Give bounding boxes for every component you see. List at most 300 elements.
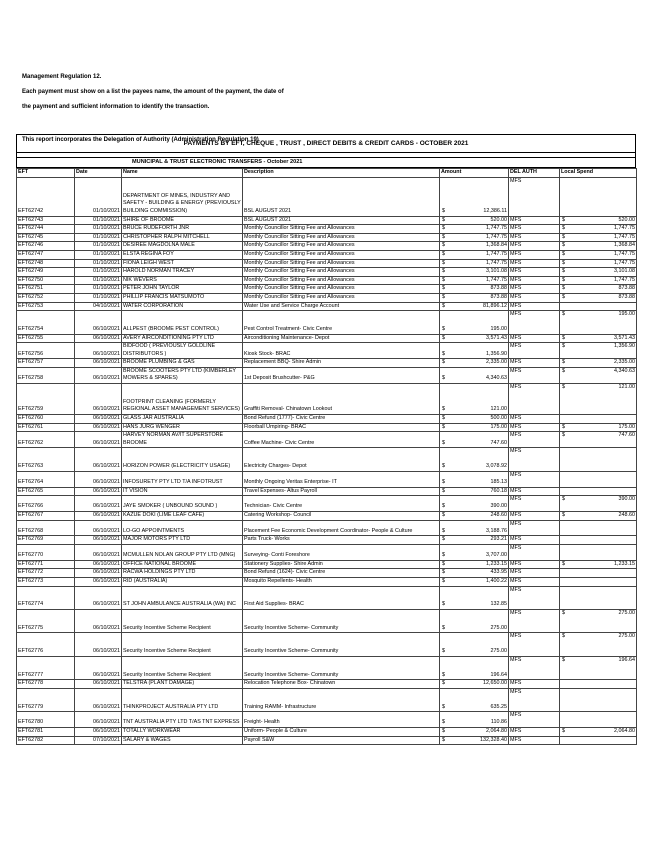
cell-name: AVERY AIRCONDITIONING PTY LTD <box>122 334 243 343</box>
report-title: PAYMENTS BY EFT, CHEQUE , TRUST , DIRECT DEBITS & CREDIT CARDS - OCTOBER 2021 <box>16 134 636 153</box>
currency-symbol: $ <box>442 569 445 576</box>
cell-local-spend <box>560 225 637 234</box>
cell-amount <box>440 276 509 285</box>
cell-date: 06/10/2021 <box>75 727 122 736</box>
cell-eft: EFT62768 <box>17 520 75 536</box>
notes-line-3: This report incorporates the Delegation of Authority (Administration Regulation 19) <box>22 137 259 143</box>
amount-value: 4,340.63 <box>486 375 507 382</box>
col-name: Name <box>122 169 243 178</box>
cell-eft: EFT62765 <box>17 487 75 496</box>
currency-symbol: $ <box>442 527 445 534</box>
local-spend-value: 1,747.75 <box>614 225 635 232</box>
currency-symbol: $ <box>442 293 445 300</box>
cell-eft: EFT62775 <box>17 609 75 632</box>
cell-eft: EFT62758 <box>17 367 75 383</box>
local-spend-value: 4,340.63 <box>614 367 635 374</box>
table-body <box>17 178 637 745</box>
payments-report <box>16 134 636 745</box>
currency-symbol: $ <box>442 648 445 655</box>
currency-symbol: $ <box>442 359 445 366</box>
cell-description: Placement Fee Economic Development Coordinator- People & Culture <box>243 520 440 536</box>
table-header-row <box>17 169 637 178</box>
amount-value: 390.00 <box>490 503 507 510</box>
cell-description: Monthly Councillor Sitting Fee and Allowances <box>243 225 440 234</box>
local-spend-value: 1,233.15 <box>614 560 635 567</box>
cell-date: 06/10/2021 <box>75 487 122 496</box>
cell-date: 06/10/2021 <box>75 343 122 359</box>
currency-symbol: $ <box>442 406 445 413</box>
cell-amount <box>440 415 509 424</box>
cell-eft: EFT62759 <box>17 384 75 415</box>
cell-date: 01/10/2021 <box>75 276 122 285</box>
cell-local-spend <box>560 415 637 424</box>
cell-date: 01/10/2021 <box>75 178 122 217</box>
cell-eft: EFT62782 <box>17 736 75 745</box>
cell-date: 06/10/2021 <box>75 656 122 679</box>
cell-local-spend <box>560 736 637 745</box>
cell-local-spend <box>560 712 637 728</box>
local-spend-value: 1,747.75 <box>614 250 635 257</box>
cell-name: RID (AUSTRALIA) <box>122 578 243 587</box>
currency-symbol: $ <box>442 302 445 309</box>
cell-description: Monthly Ongoing Veritas Enterprise- IT <box>243 471 440 487</box>
cell-local-spend <box>560 448 637 471</box>
cell-del-auth: MFS <box>509 586 560 609</box>
currency-symbol: $ <box>562 250 565 257</box>
cell-del-auth: MFS <box>509 334 560 343</box>
cell-name: BRUCE RUDEFORTH JNR <box>122 225 243 234</box>
cell-description: Graffiti Removal- Chinatown Lookout <box>243 384 440 415</box>
cell-description: Replacement BBQ- Shire Admin <box>243 359 440 368</box>
cell-name: NIK WEVERS <box>122 276 243 285</box>
cell-amount <box>440 367 509 383</box>
currency-symbol: $ <box>442 680 445 687</box>
cell-amount <box>440 343 509 359</box>
amount-value: 275.00 <box>490 648 507 655</box>
table-row <box>17 302 637 311</box>
table-row <box>17 727 637 736</box>
cell-date: 01/10/2021 <box>75 242 122 251</box>
cell-description: Monthly Councillor Sitting Fee and Allowances <box>243 268 440 277</box>
table-row <box>17 471 637 487</box>
cell-description: Technician- Civic Centre <box>243 496 440 512</box>
amount-value: 1,747.75 <box>486 225 507 232</box>
cell-del-auth: MFS <box>509 259 560 268</box>
cell-amount <box>440 250 509 259</box>
currency-symbol: $ <box>442 727 445 734</box>
cell-description: BSL AUGUST 2021 <box>243 216 440 225</box>
cell-eft: EFT62748 <box>17 259 75 268</box>
cell-eft: EFT62764 <box>17 471 75 487</box>
cell-del-auth: MFS <box>509 712 560 728</box>
amount-value: 1,747.75 <box>486 259 507 266</box>
cell-description: Security Incentive Scheme- Community <box>243 656 440 679</box>
cell-amount <box>440 680 509 689</box>
local-spend-value: 3,101.08 <box>614 268 635 275</box>
cell-amount <box>440 586 509 609</box>
currency-symbol: $ <box>562 656 565 663</box>
table-row <box>17 233 637 242</box>
cell-local-spend <box>560 578 637 587</box>
table-row <box>17 216 637 225</box>
cell-date: 06/10/2021 <box>75 384 122 415</box>
cell-name: ELSTA REGINA FOY <box>122 250 243 259</box>
table-row <box>17 259 637 268</box>
amount-value: 110.86 <box>490 719 507 726</box>
cell-name: TELSTRA (PLANT DAMAGE) <box>122 680 243 689</box>
cell-description: Airconditioning Maintenance- Depot <box>243 334 440 343</box>
cell-amount <box>440 512 509 521</box>
cell-name: TNT AUSTRALIA PTY LTD T/AS TNT EXPRESS <box>122 712 243 728</box>
cell-amount <box>440 242 509 251</box>
amount-value: 2,335.00 <box>486 359 507 366</box>
cell-name: CHRISTOPHER RALPH MITCHELL <box>122 233 243 242</box>
amount-value: 873.88 <box>490 285 507 292</box>
currency-symbol: $ <box>562 311 565 318</box>
table-row <box>17 242 637 251</box>
cell-date: 01/10/2021 <box>75 259 122 268</box>
cell-eft: EFT62760 <box>17 415 75 424</box>
cell-name: HARVEY NORMAN AV/IT SUPERSTORE BROOME <box>122 432 243 448</box>
amount-value: 3,188.76 <box>486 527 507 534</box>
col-description: Description <box>243 169 440 178</box>
currency-symbol: $ <box>562 285 565 292</box>
report-subtitle: MUNICIPAL & TRUST ELECTRONIC TRANSFERS - October 2021 <box>16 158 636 168</box>
table-row <box>17 276 637 285</box>
local-spend-value: 121.00 <box>618 384 635 391</box>
table-row <box>17 311 637 334</box>
local-spend-value: 747.60 <box>618 432 635 439</box>
cell-amount <box>440 432 509 448</box>
cell-name: BROOME SCOOTERS PTY LTD (KIMBERLEY MOWERS & SPARES) <box>122 367 243 383</box>
local-spend-value: 1,747.75 <box>614 259 635 266</box>
currency-symbol: $ <box>442 487 445 494</box>
cell-date: 06/10/2021 <box>75 423 122 432</box>
cell-description: Surveying- Conti Foreshore <box>243 545 440 561</box>
cell-del-auth: MFS <box>509 680 560 689</box>
currency-symbol: $ <box>442 216 445 223</box>
currency-symbol: $ <box>442 242 445 249</box>
cell-local-spend <box>560 276 637 285</box>
currency-symbol: $ <box>562 432 565 439</box>
table-row <box>17 334 637 343</box>
currency-symbol: $ <box>442 350 445 357</box>
cell-description: Training RAMM- Infrastructure <box>243 688 440 711</box>
cell-name: FOOTPRINT CLEANING (FORMERLY REGIONAL ASSET MANAGEMENT SERVICES) <box>122 384 243 415</box>
cell-date: 06/10/2021 <box>75 578 122 587</box>
cell-date: 06/10/2021 <box>75 680 122 689</box>
cell-description: Payroll S&W <box>243 736 440 745</box>
cell-description: Kiosk Stock- BRAC <box>243 343 440 359</box>
currency-symbol: $ <box>562 293 565 300</box>
cell-local-spend <box>560 688 637 711</box>
cell-eft: EFT62772 <box>17 569 75 578</box>
cell-eft: EFT62756 <box>17 343 75 359</box>
cell-local-spend <box>560 609 637 632</box>
cell-del-auth: MFS <box>509 178 560 217</box>
local-spend-value: 873.88 <box>618 293 635 300</box>
amount-value: 520.00 <box>490 216 507 223</box>
cell-local-spend <box>560 343 637 359</box>
cell-amount <box>440 560 509 569</box>
cell-date: 06/10/2021 <box>75 520 122 536</box>
cell-amount <box>440 311 509 334</box>
cell-eft: EFT62767 <box>17 512 75 521</box>
cell-local-spend <box>560 586 637 609</box>
local-spend-value: 2,064.80 <box>614 727 635 734</box>
cell-date: 06/10/2021 <box>75 432 122 448</box>
currency-symbol: $ <box>442 552 445 559</box>
cell-name: GLASS JAR AUSTRALIA <box>122 415 243 424</box>
amount-value: 500.00 <box>490 415 507 422</box>
cell-del-auth: MFS <box>509 432 560 448</box>
cell-del-auth: MFS <box>509 520 560 536</box>
cell-description: Bond Refund (1777)- Civic Centre <box>243 415 440 424</box>
cell-name: IT VISION <box>122 487 243 496</box>
cell-amount <box>440 578 509 587</box>
cell-name: Security Incentive Scheme Recipient <box>122 609 243 632</box>
currency-symbol: $ <box>562 259 565 266</box>
table-row <box>17 512 637 521</box>
cell-local-spend <box>560 311 637 334</box>
amount-value: 248.60 <box>490 512 507 519</box>
cell-local-spend <box>560 302 637 311</box>
currency-symbol: $ <box>442 671 445 678</box>
cell-del-auth: MFS <box>509 471 560 487</box>
cell-eft: EFT62779 <box>17 688 75 711</box>
cell-amount <box>440 302 509 311</box>
cell-eft: EFT62742 <box>17 178 75 217</box>
cell-name: MCMULLEN NOLAN GROUP PTY LTD (MNG) <box>122 545 243 561</box>
table-row <box>17 496 637 512</box>
currency-symbol: $ <box>562 343 565 350</box>
currency-symbol: $ <box>442 719 445 726</box>
cell-local-spend <box>560 268 637 277</box>
cell-eft: EFT62744 <box>17 225 75 234</box>
currency-symbol: $ <box>442 334 445 341</box>
payments-table <box>16 168 637 745</box>
currency-symbol: $ <box>562 242 565 249</box>
table-row <box>17 367 637 383</box>
table-row <box>17 250 637 259</box>
currency-symbol: $ <box>562 496 565 503</box>
amount-value: 2,064.80 <box>486 727 507 734</box>
cell-del-auth: MFS <box>509 496 560 512</box>
amount-value: 433.95 <box>490 569 507 576</box>
cell-date: 06/10/2021 <box>75 311 122 334</box>
cell-del-auth: MFS <box>509 311 560 334</box>
cell-date: 06/10/2021 <box>75 512 122 521</box>
amount-value: 121.00 <box>490 406 507 413</box>
currency-symbol: $ <box>442 225 445 232</box>
cell-name: THINKPROJECT AUSTRALIA PTY LTD <box>122 688 243 711</box>
currency-symbol: $ <box>562 268 565 275</box>
amount-value: 132.85 <box>490 601 507 608</box>
currency-symbol: $ <box>442 560 445 567</box>
cell-description: Security Incentive Scheme- Community <box>243 609 440 632</box>
cell-local-spend <box>560 569 637 578</box>
local-spend-value: 195.00 <box>618 311 635 318</box>
cell-del-auth: MFS <box>509 242 560 251</box>
cell-amount <box>440 633 509 656</box>
col-local-spend: Local Spend <box>560 169 637 178</box>
currency-symbol: $ <box>442 479 445 486</box>
cell-name: DEPARTMENT OF MINES, INDUSTRY AND SAFETY - BUILDING & ENERGY (PREVIOUSLY BUILDING COMMISSION) <box>122 178 243 217</box>
amount-value: 1,356.90 <box>486 350 507 357</box>
table-row <box>17 487 637 496</box>
currency-symbol: $ <box>562 384 565 391</box>
cell-description: Relocation Telephone Box- Chinatown <box>243 680 440 689</box>
notes-title: Management Regulation 12. <box>22 74 102 80</box>
amount-value: 3,101.08 <box>486 268 507 275</box>
cell-local-spend <box>560 367 637 383</box>
cell-del-auth: MFS <box>509 250 560 259</box>
cell-eft: EFT62743 <box>17 216 75 225</box>
amount-value: 1,747.75 <box>486 233 507 240</box>
local-spend-value: 1,368.84 <box>614 242 635 249</box>
cell-description: Parts Truck- Works <box>243 536 440 545</box>
cell-name: LO-GO APPOINTMENTS <box>122 520 243 536</box>
amount-value: 12,650.00 <box>483 680 507 687</box>
cell-description: First Aid Supplies- BRAC <box>243 586 440 609</box>
cell-eft: EFT62762 <box>17 432 75 448</box>
cell-amount <box>440 727 509 736</box>
col-amount: Amount <box>440 169 509 178</box>
cell-date: 06/10/2021 <box>75 496 122 512</box>
local-spend-value: 873.88 <box>618 285 635 292</box>
cell-name: RACWA HOLDINGS PTY LTD <box>122 569 243 578</box>
local-spend-value: 248.60 <box>618 512 635 519</box>
cell-amount <box>440 496 509 512</box>
cell-amount <box>440 384 509 415</box>
cell-local-spend <box>560 487 637 496</box>
amount-value: 175.00 <box>490 423 507 430</box>
cell-date: 06/10/2021 <box>75 569 122 578</box>
cell-del-auth: MFS <box>509 536 560 545</box>
cell-amount <box>440 259 509 268</box>
cell-del-auth: MFS <box>509 302 560 311</box>
table-row <box>17 423 637 432</box>
currency-symbol: $ <box>442 578 445 584</box>
cell-eft: EFT62778 <box>17 680 75 689</box>
cell-eft: EFT62746 <box>17 242 75 251</box>
cell-local-spend <box>560 250 637 259</box>
cell-name: PHILLIP FRANCIS MATSUMOTO <box>122 293 243 302</box>
cell-description: Monthly Councillor Sitting Fee and Allowances <box>243 242 440 251</box>
cell-name: ALLPEST (BROOME PEST CONTROL) <box>122 311 243 334</box>
cell-local-spend <box>560 656 637 679</box>
table-row <box>17 560 637 569</box>
cell-description: Security Incentive Scheme- Community <box>243 633 440 656</box>
currency-symbol: $ <box>442 536 445 543</box>
cell-local-spend <box>560 242 637 251</box>
cell-date: 07/10/2021 <box>75 736 122 745</box>
cell-local-spend <box>560 423 637 432</box>
cell-del-auth: MFS <box>509 285 560 294</box>
cell-local-spend <box>560 680 637 689</box>
table-row <box>17 384 637 415</box>
cell-del-auth: MFS <box>509 512 560 521</box>
local-spend-value: 2,335.00 <box>614 359 635 366</box>
cell-description: BSL AUGUST 2021 <box>243 178 440 217</box>
currency-symbol: $ <box>562 727 565 734</box>
cell-date: 01/10/2021 <box>75 268 122 277</box>
table-row <box>17 688 637 711</box>
cell-date: 06/10/2021 <box>75 415 122 424</box>
amount-value: 1,747.75 <box>486 276 507 283</box>
cell-name: SHIRE OF BROOME <box>122 216 243 225</box>
table-row <box>17 609 637 632</box>
cell-name: Security Incentive Scheme Recipient <box>122 633 243 656</box>
cell-date: 06/10/2021 <box>75 609 122 632</box>
cell-eft: EFT62771 <box>17 560 75 569</box>
cell-name: DESIREE MAGDOLNA MALE <box>122 242 243 251</box>
currency-symbol: $ <box>442 423 445 430</box>
table-row <box>17 545 637 561</box>
cell-del-auth: MFS <box>509 736 560 745</box>
table-row <box>17 285 637 294</box>
cell-date: 01/10/2021 <box>75 285 122 294</box>
cell-date: 06/10/2021 <box>75 586 122 609</box>
currency-symbol: $ <box>442 439 445 446</box>
cell-local-spend <box>560 727 637 736</box>
cell-amount <box>440 656 509 679</box>
cell-amount <box>440 225 509 234</box>
cell-amount <box>440 334 509 343</box>
cell-amount <box>440 545 509 561</box>
cell-eft: EFT62761 <box>17 423 75 432</box>
cell-del-auth: MFS <box>509 415 560 424</box>
cell-name: OFFICE NATIONAL BROOME <box>122 560 243 569</box>
cell-description: 1st Deposit Brushcutter- P&G <box>243 367 440 383</box>
currency-symbol: $ <box>562 423 565 430</box>
local-spend-value: 175.00 <box>618 423 635 430</box>
cell-date: 01/10/2021 <box>75 225 122 234</box>
cell-eft: EFT62766 <box>17 496 75 512</box>
table-row <box>17 432 637 448</box>
cell-description: Monthly Councillor Sitting Fee and Allowances <box>243 233 440 242</box>
local-spend-value: 390.00 <box>618 496 635 503</box>
cell-eft: EFT62747 <box>17 250 75 259</box>
table-row <box>17 656 637 679</box>
cell-amount <box>440 712 509 728</box>
table-row <box>17 736 637 745</box>
cell-eft: EFT62745 <box>17 233 75 242</box>
cell-eft: EFT62755 <box>17 334 75 343</box>
cell-amount <box>440 268 509 277</box>
table-row <box>17 293 637 302</box>
cell-description: Travel Expenses- Altus Payroll <box>243 487 440 496</box>
table-row <box>17 178 637 217</box>
currency-symbol: $ <box>442 415 445 422</box>
cell-local-spend <box>560 512 637 521</box>
cell-local-spend <box>560 520 637 536</box>
col-date: Date <box>75 169 122 178</box>
cell-local-spend <box>560 432 637 448</box>
table-row <box>17 415 637 424</box>
cell-local-spend <box>560 178 637 217</box>
amount-value: 275.00 <box>490 624 507 631</box>
cell-description: Pest Control Treatment- Civic Centre <box>243 311 440 334</box>
cell-description: Monthly Councillor Sitting Fee and Allowances <box>243 250 440 259</box>
cell-description: Uniform- People & Culture <box>243 727 440 736</box>
cell-date: 01/10/2021 <box>75 233 122 242</box>
currency-symbol: $ <box>442 250 445 257</box>
cell-del-auth: MFS <box>509 293 560 302</box>
cell-amount <box>440 609 509 632</box>
currency-symbol: $ <box>442 233 445 240</box>
cell-description: Monthly Councillor Sitting Fee and Allowances <box>243 276 440 285</box>
